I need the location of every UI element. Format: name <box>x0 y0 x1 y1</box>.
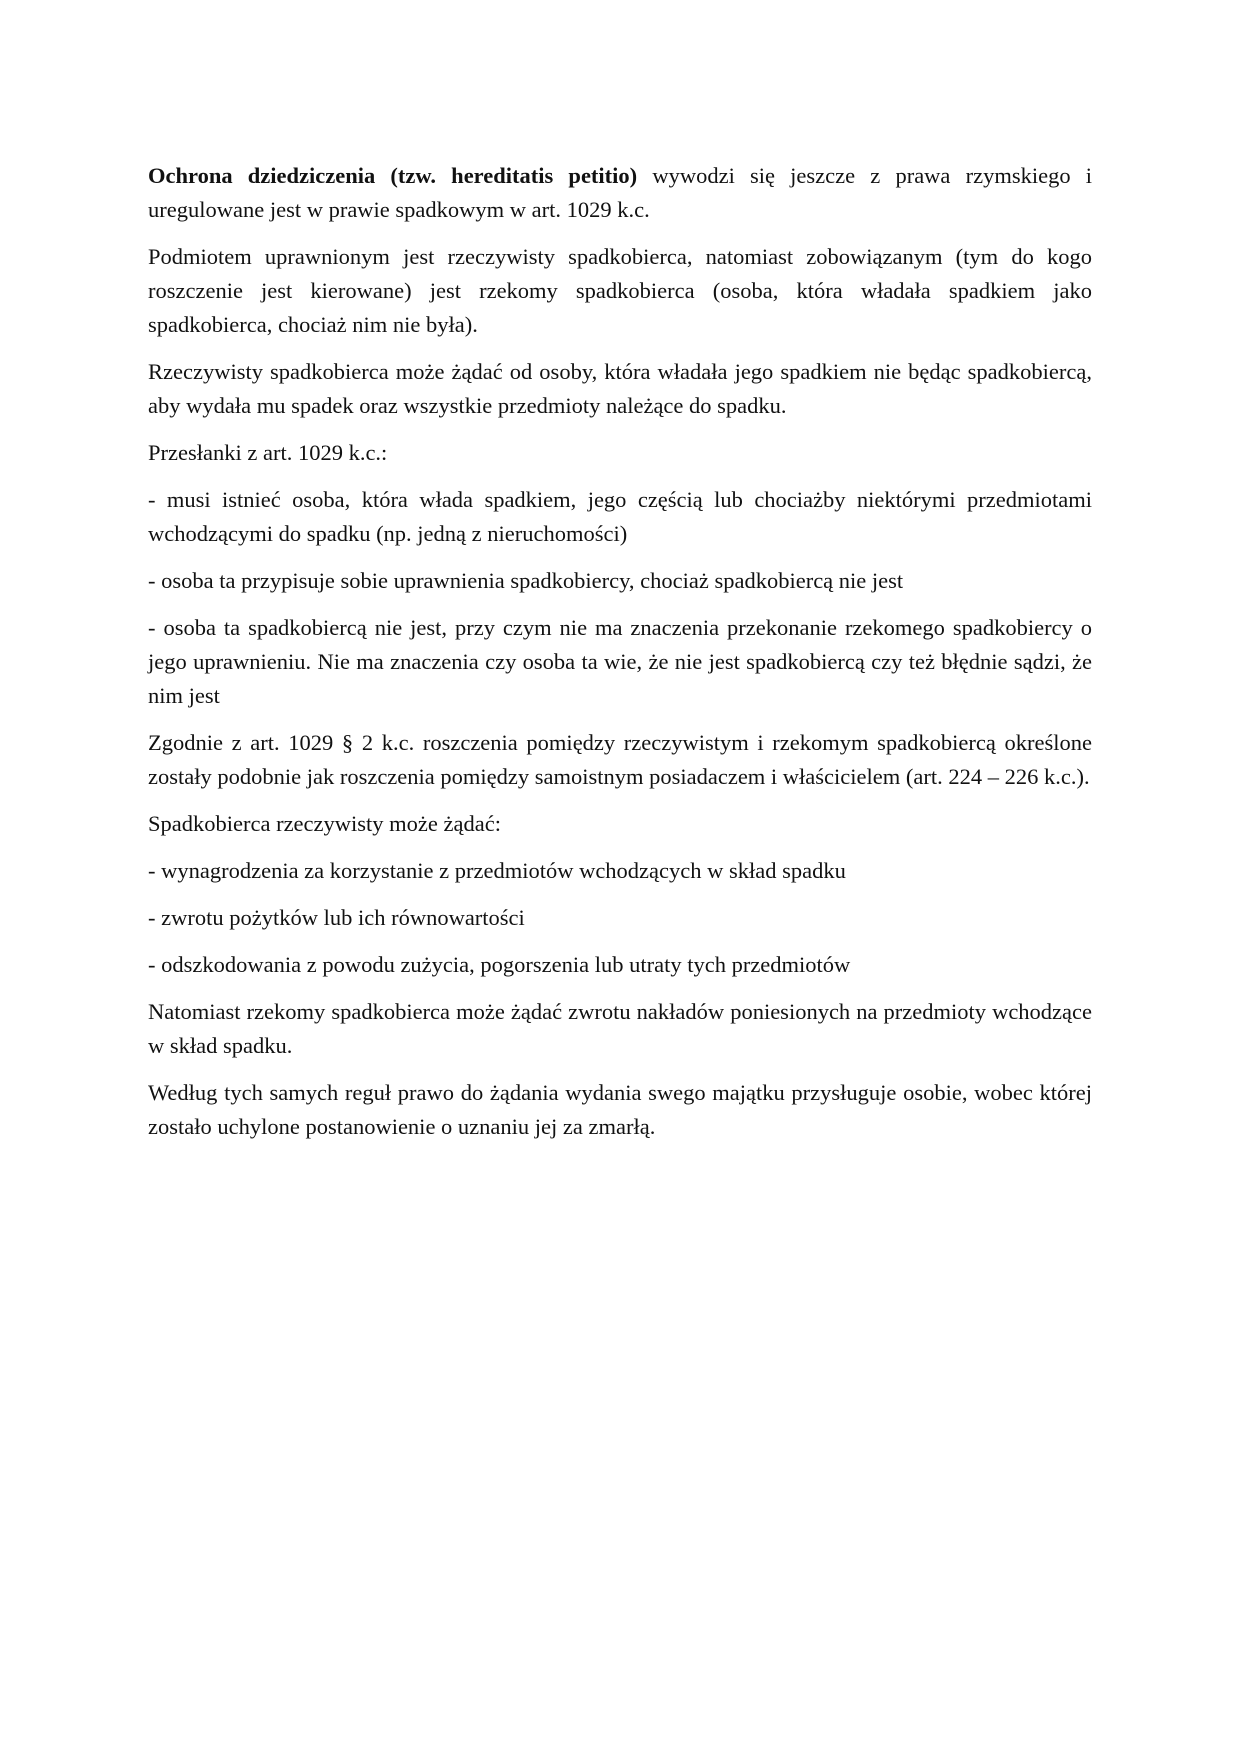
intro-paragraph <box>148 159 1092 227</box>
condition-item-2: - osoba ta przypisuje sobie uprawnienia spadkobiercy, chociaż spadkobiercą nie jest <box>148 568 904 593</box>
paragraph-art-1029-2: Zgodnie z art. 1029 § 2 k.c. roszczenia pomiędzy rzeczywistym i rzekomym spadkobiercą określone zostały podobnie jak roszczenia pomiędzy samoistnym posiadaczem i właścicielem (art. 224 – 226 k.c.). <box>148 730 1092 789</box>
claim-item-3: - odszkodowania z powodu zużycia, pogorszenia lub utraty tych przedmiotów <box>148 952 851 977</box>
paragraph-parties: Podmiotem uprawnionym jest rzeczywisty spadkobierca, natomiast zobowiązanym (tym do kogo roszczenie jest kierowane) jest rzekomy spadkobierca (osoba, która władała spadkiem jako spadkobierca, chociaż nim nie była). <box>148 244 1092 337</box>
condition-item-3: - osoba ta spadkobiercą nie jest, przy czym nie ma znaczenia przekonanie rzekomego spadkobiercy o jego uprawnieniu. Nie ma znaczenia czy osoba ta wie, że nie jest spadkobiercą czy też błędnie sądzi, że nim jest <box>148 615 1092 708</box>
paragraph-apparent-heir: Natomiast rzekomy spadkobierca może żądać zwrotu nakładów poniesionych na przedmioty wchodzące w skład spadku. <box>148 999 1092 1058</box>
paragraph-same-rules: Według tych samych reguł prawo do żądania wydania swego majątku przysługuje osobie, wobec której zostało uchylone postanowienie o uznaniu jej za zmarłą. <box>148 1080 1092 1139</box>
paragraph-real-heir-claims-heading: Spadkobierca rzeczywisty może żądać: <box>148 811 501 836</box>
paragraph-claim: Rzeczywisty spadkobierca może żądać od osoby, która władała jego spadkiem nie będąc spadkobiercą, aby wydała mu spadek oraz wszystkie przedmioty należące do spadku. <box>148 359 1092 418</box>
intro-text: wywodzi się jeszcze z prawa rzymskiego i uregulowane jest w prawie spadkowym w art. 1029 k.c. <box>148 163 1092 222</box>
intro-bold-heading: Ochrona dziedziczenia (tzw. hereditatis petitio) <box>148 163 638 188</box>
document-body <box>148 159 1092 1157</box>
condition-item-1: - musi istnieć osoba, która włada spadkiem, jego częścią lub chociażby niektórymi przedmiotami wchodzącymi do spadku (np. jedną z nieruchomości) <box>148 487 1092 546</box>
claim-item-2: - zwrotu pożytków lub ich równowartości <box>148 905 525 930</box>
paragraph-conditions-heading: Przesłanki z art. 1029 k.c.: <box>148 440 388 465</box>
claim-item-1: - wynagrodzenia za korzystanie z przedmiotów wchodzących w skład spadku <box>148 858 846 883</box>
